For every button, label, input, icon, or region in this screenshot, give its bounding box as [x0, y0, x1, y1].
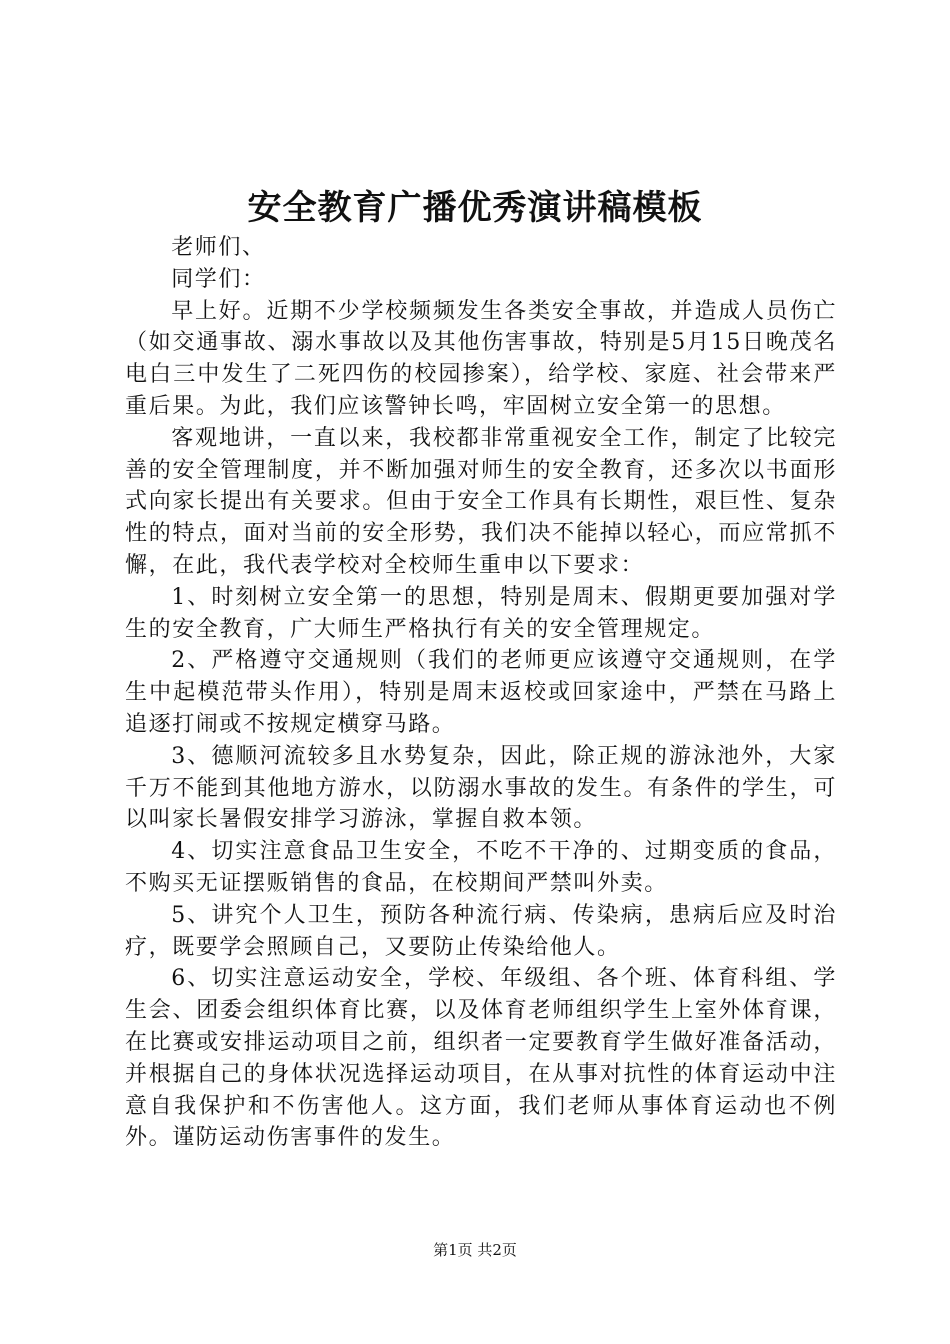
body-paragraph: 客观地讲，一直以来，我校都非常重视安全工作，制定了比较完善的安全管理制度，并不断加强对师生的安全教育，还多次以书面形式向家长提出有关要求。但由于安全工作具有长期性，艰巨性、复杂性的特点，面对当前的安全形势，我们决不能掉以轻心，而应常抓不懈，在此，我代表学校对全校师生重申以下要求：	[125, 425, 837, 578]
requirement-item: 2、严格遵守交通规则（我们的老师更应该遵守交通规则，在学生中起模范带头作用），特别是周末返校或回家途中，严禁在马路上追逐打闹或不按规定横穿马路。	[125, 648, 837, 737]
document-title: 安全教育广播优秀演讲稿模板	[247, 188, 703, 228]
body-paragraph: 早上好。近期不少学校频频发生各类安全事故，并造成人员伤亡（如交通事故、溺水事故以及其他伤害事故，特别是5月15日晚茂名电白三中发生了二死四伤的校园掺案），给学校、家庭、社会带来严重后果。为此，我们应该警钟长鸣，牢固树立安全第一的思想。	[125, 298, 837, 419]
requirement-item: 4、切实注意食品卫生安全，不吃不干净的、过期变质的食品，不购买无证摆贩销售的食品，在校期间严禁叫外卖。	[125, 839, 837, 896]
salutation-line: 老师们、	[171, 235, 266, 260]
page-number-footer: 第1页 共2页	[433, 1241, 517, 1259]
salutation-line: 同学们：	[171, 266, 266, 292]
requirement-item: 1、时刻树立安全第一的思想，特别是周末、假期更要加强对学生的安全教育，广大师生严格执行有关的安全管理规定。	[125, 584, 837, 642]
requirement-item: 3、德顺河流较多且水势复杂，因此，除正规的游泳池外，大家千万不能到其他地方游水，以防溺水事故的发生。有条件的学生，可以叫家长暑假安排学习游泳，掌握自救本领。	[125, 743, 837, 833]
document-body	[125, 232, 837, 1154]
requirement-item: 6、切实注意运动安全，学校、年级组、各个班、体育科组、学生会、团委会组织体育比赛，以及体育老师组织学生上室外体育课，在比赛或安排运动项目之前，组织者一定要教育学生做好准备活动，并根据自己的身体状况选择运动项目，在从事对抗性的体育运动中注意自我保护和不伤害他人。这方面，我们老师从事体育运动也不例外。谨防运动伤害事件的发生。	[125, 966, 837, 1151]
requirement-item: 5、讲究个人卫生，预防各种流行病、传染病，患病后应及时治疗，既要学会照顾自己，又要防止传染给他人。	[125, 902, 837, 960]
